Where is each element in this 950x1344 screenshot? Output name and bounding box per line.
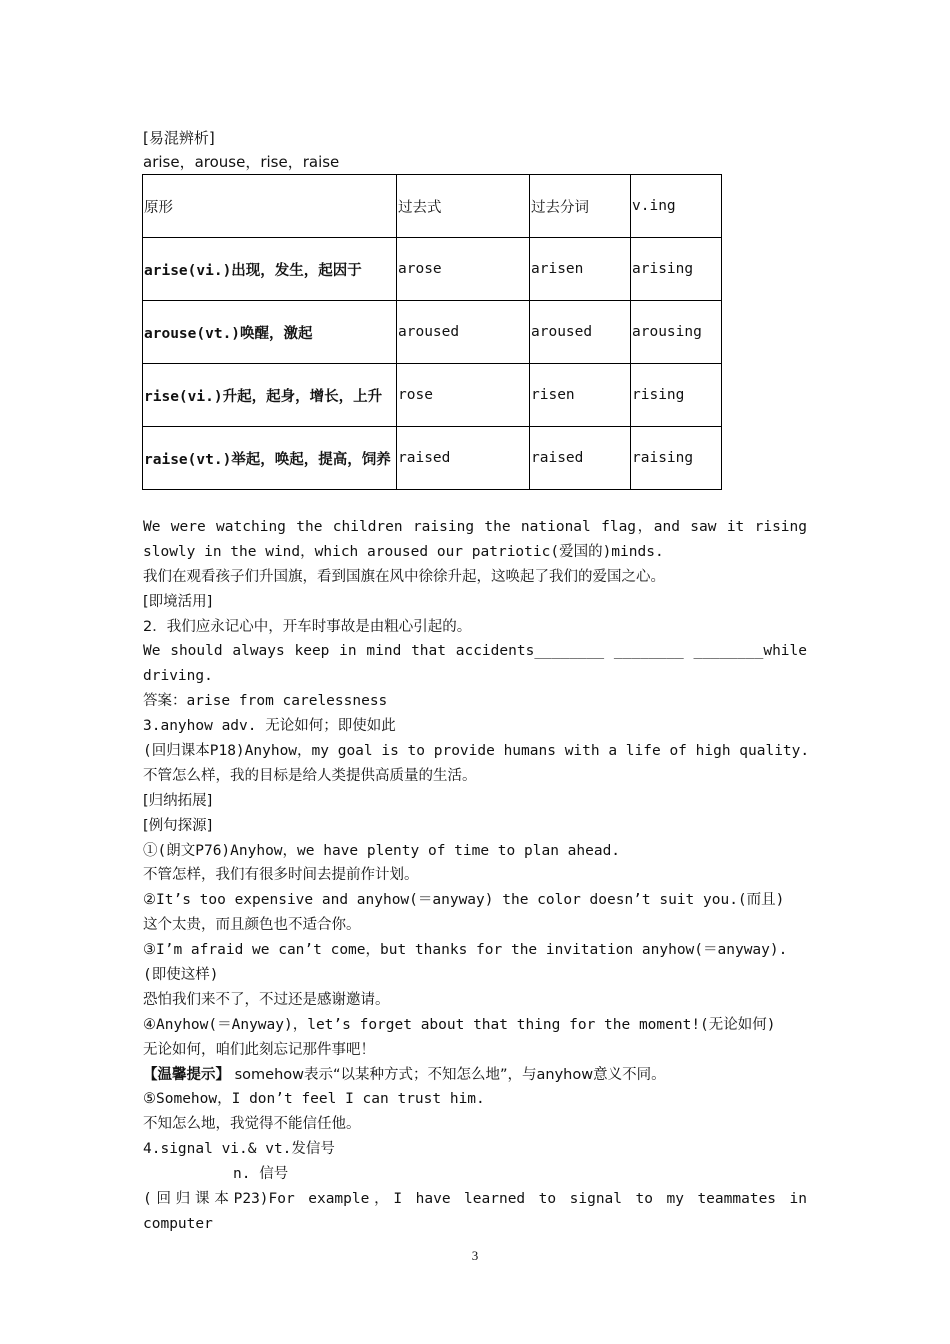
table-cell: arisen <box>530 238 631 301</box>
text-line: slowly in the wind，which aroused our patriotic(爱国的)minds. <box>143 543 664 560</box>
table-cell: rise(vi.)升起，起身，增长，上升 <box>143 364 397 427</box>
section-label-examples: [例句探源] <box>143 817 213 834</box>
example-sentence: ①(朗文P76)Anyhow，we have plenty of time to plan ahead. <box>143 842 621 859</box>
text-line: n. 信号 <box>233 1166 289 1183</box>
text-line: 我们在观看孩子们升国旗，看到国旗在风中徐徐升起，这唤起了我们的爱国之心。 <box>143 568 665 585</box>
answer-line: 答案：arise from carelessness <box>143 693 388 710</box>
table-cell: rose <box>397 364 530 427</box>
table-cell: rising <box>631 364 722 427</box>
table-cell: raised <box>530 427 631 490</box>
text-line: 恐怕我们来不了，不过还是感谢邀请。 <box>143 991 390 1008</box>
example-sentence: ③I’m afraid we can’t come，but thanks for the invitation anyhow(＝anyway). <box>143 942 788 959</box>
example-sentence: ④Anyhow(＝Anyway)，let’s forget about that thing for the moment!(无论如何) <box>143 1016 776 1033</box>
exercise-question: 2．我们应永记心中，开车时事故是由粗心引起的。 <box>143 618 472 635</box>
text-line: 不知怎么地，我觉得不能信任他。 <box>143 1116 361 1133</box>
text-line: 这个太贵，而且颜色也不适合你。 <box>143 917 361 934</box>
text-line: (回归课本P18)Anyhow，my goal is to provide humans with a life of high quality. <box>143 743 810 760</box>
table-cell: arising <box>631 238 722 301</box>
vocab-heading: 4.signal vi.& vt.发信号 <box>143 1141 335 1158</box>
table-cell: arose <box>397 238 530 301</box>
page-number: 3 <box>471 1248 479 1263</box>
table-header-cell: 过去分词 <box>530 175 631 238</box>
table-header-cell: 过去式 <box>397 175 530 238</box>
text-line: (即使这样) <box>143 967 219 984</box>
word-list-line: arise，arouse，rise，raise <box>143 153 340 171</box>
body-text <box>143 515 810 1232</box>
table-cell: risen <box>530 364 631 427</box>
table-cell: aroused <box>530 301 631 364</box>
example-sentence: ⑤Somehow，I don’t feel I can trust him. <box>143 1091 485 1108</box>
table-row <box>143 427 722 490</box>
text-line: We should always keep in mind that accidents________ ________ ________while <box>143 643 807 660</box>
verb-forms-table <box>142 174 722 490</box>
section-label-application: [即境活用] <box>143 593 213 610</box>
tip-text: somehow表示“以某种方式；不知怎么地”，与anyhow意义不同。 <box>230 1066 666 1083</box>
text-line: 无论如何，咱们此刻忘记那件事吧！ <box>143 1041 375 1058</box>
table-header-row <box>143 175 722 238</box>
table-cell: arousing <box>631 301 722 364</box>
table-cell: arise(vi.)出现，发生，起因于 <box>143 238 397 301</box>
section-label-confusables: [易混辨析] <box>143 129 215 147</box>
table-header-cell: v.ing <box>631 175 722 238</box>
text-line: driving. <box>143 668 213 685</box>
text-line: We were watching the children raising the national flag，and saw it rising <box>143 519 807 535</box>
tip-label: 【温馨提示】 <box>143 1066 230 1083</box>
table-row <box>143 238 722 301</box>
table-row <box>143 364 722 427</box>
text-line: 不管怎么样，我的目标是给人类提供高质量的生活。 <box>143 767 477 784</box>
table-header-cell: 原形 <box>143 175 397 238</box>
tip-line <box>143 1063 807 1088</box>
table-cell: raising <box>631 427 722 490</box>
table-cell: raised <box>397 427 530 490</box>
text-line: (回归课本P23)For example，I have learned to signal to my teammates in computer <box>143 1191 807 1232</box>
text-line: 不管怎样，我们有很多时间去提前作计划。 <box>143 867 419 884</box>
table-cell: arouse(vt.)唤醒，激起 <box>143 301 397 364</box>
table-row <box>143 301 722 364</box>
section-label-summary: [归纳拓展] <box>143 792 213 809</box>
table-cell: aroused <box>397 301 530 364</box>
vocab-heading: 3.anyhow adv. 无论如何；即使如此 <box>143 718 396 735</box>
example-sentence: ②It’s too expensive and anyhow(＝anyway) the color doesn’t suit you.(而且) <box>143 892 785 909</box>
table-cell: raise(vt.)举起，唤起，提高，饲养 <box>143 427 397 490</box>
